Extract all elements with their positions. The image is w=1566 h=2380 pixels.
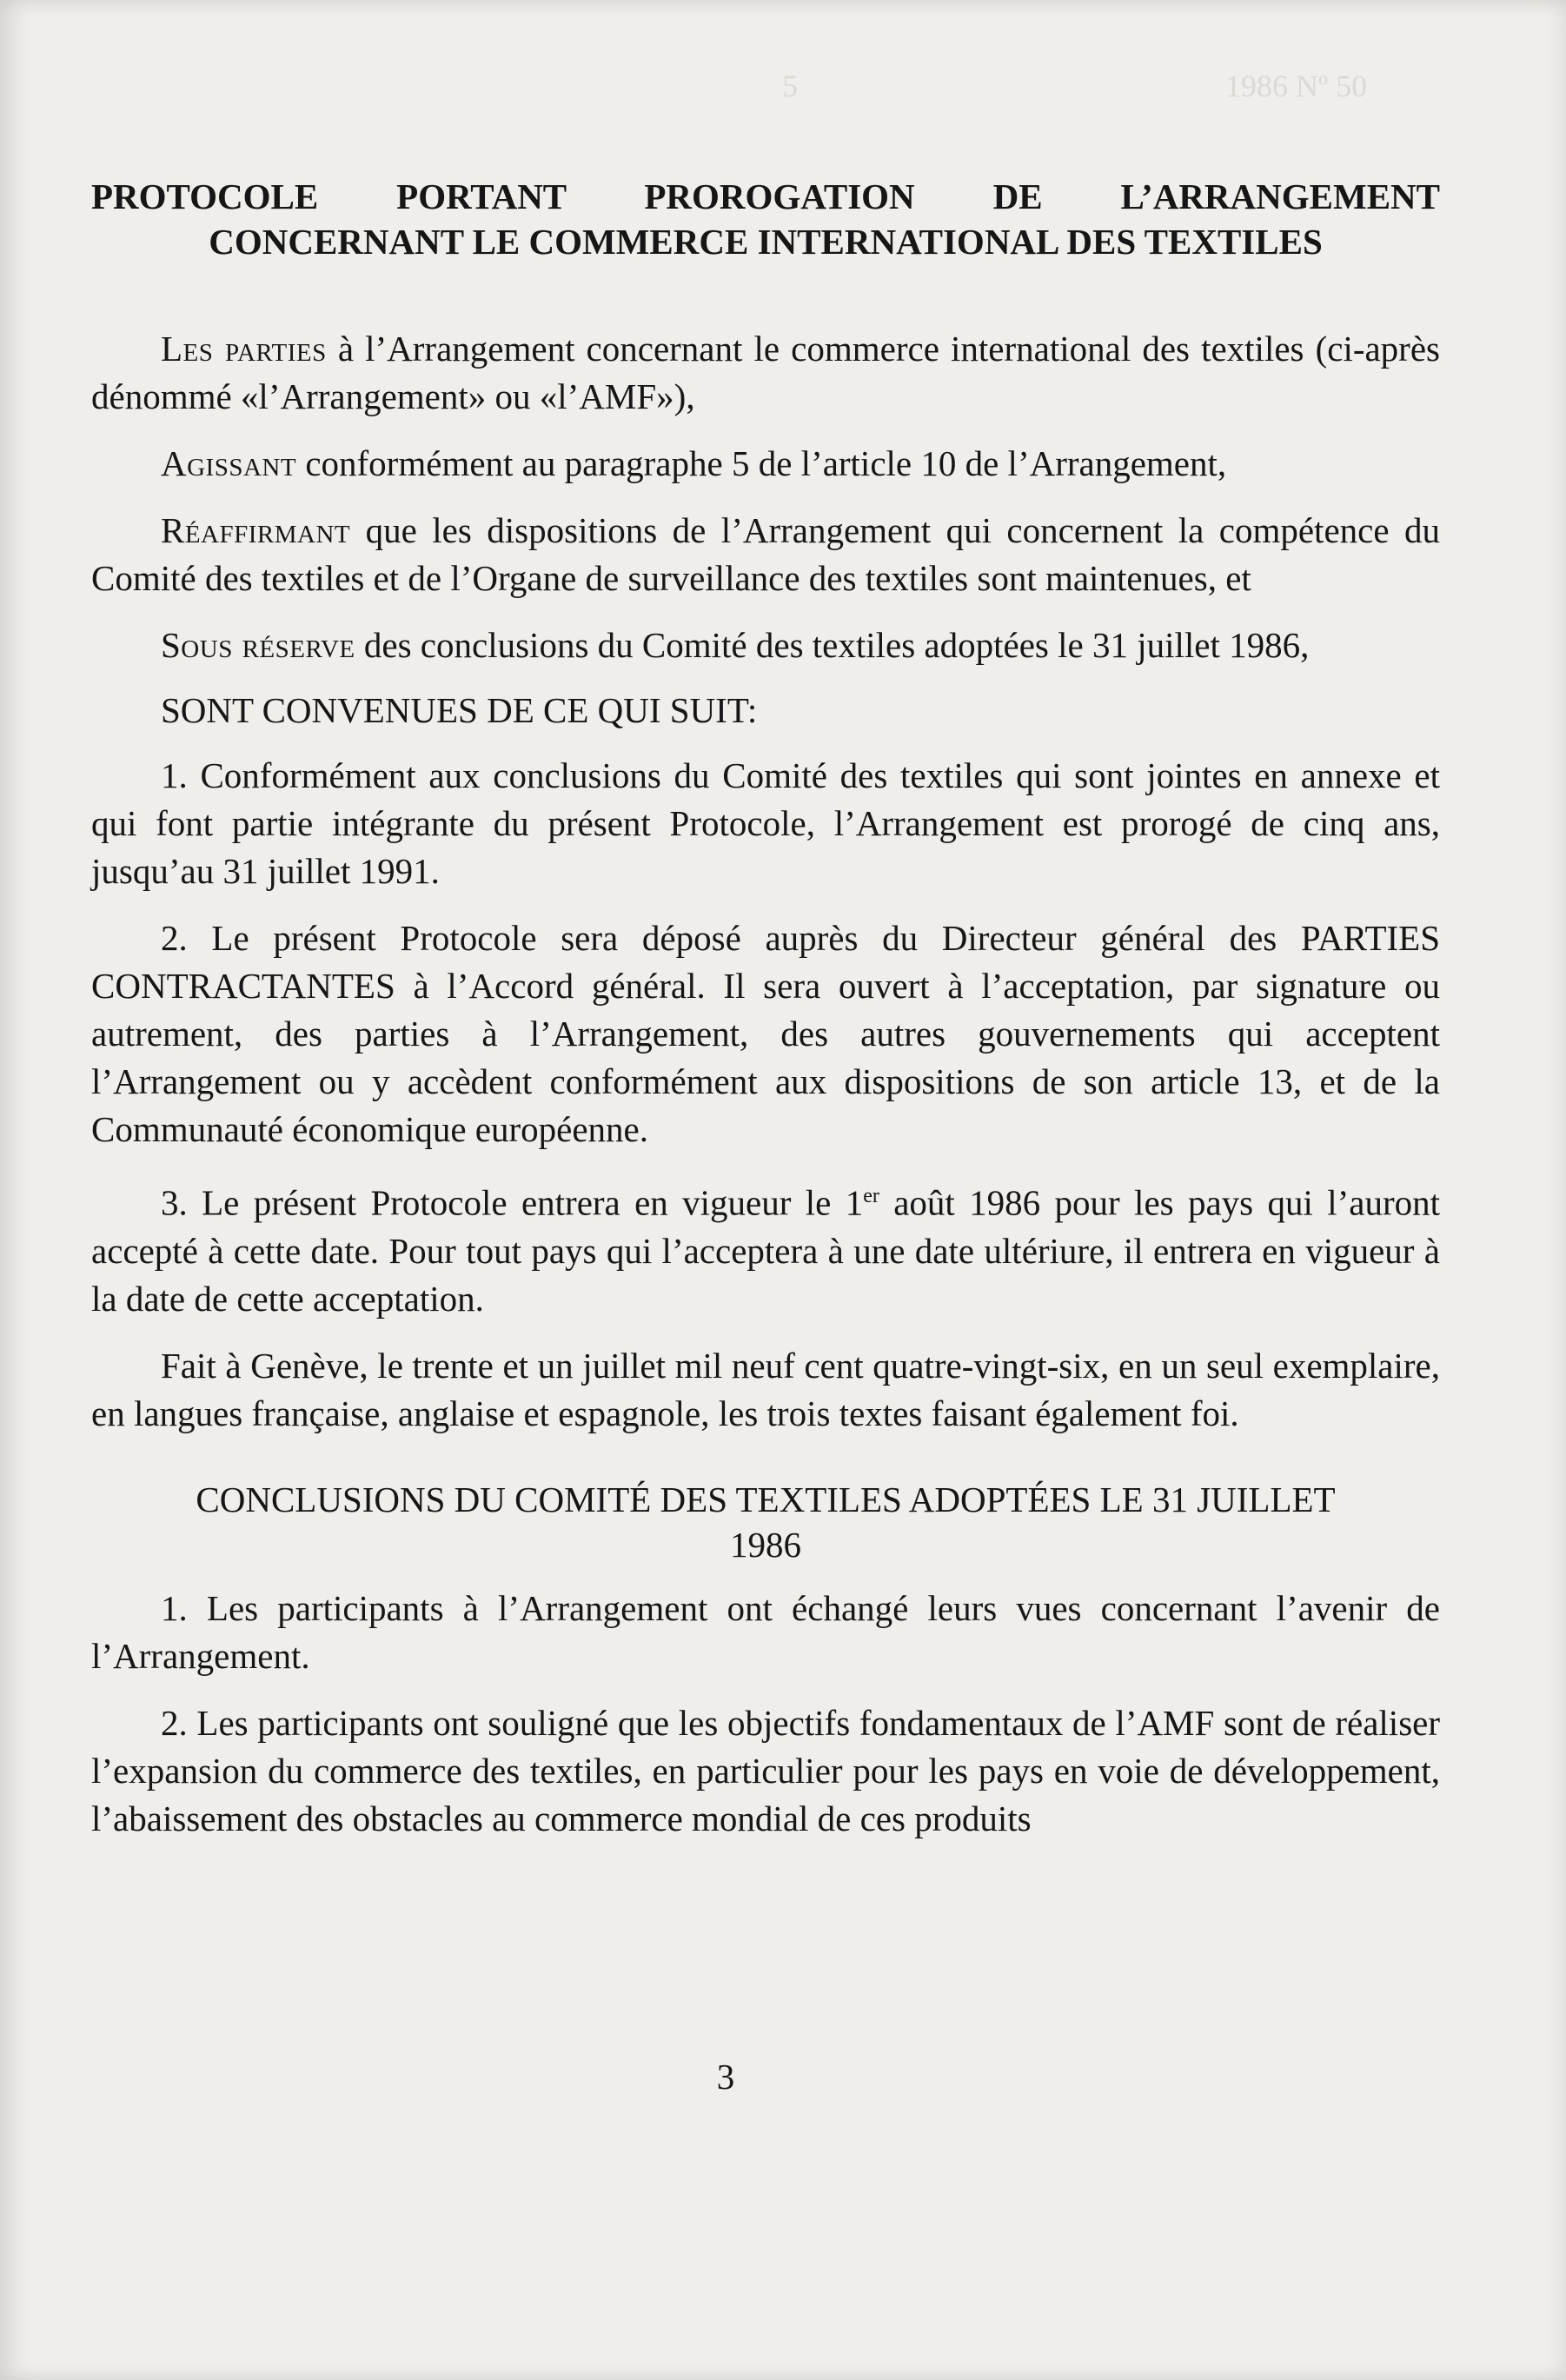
preamble-reaffirmant bbox=[91, 507, 1440, 602]
preamble-lead: Sous réserve bbox=[161, 625, 355, 665]
article-3-text-start: 3. Le présent Protocole entrera en vigueur le 1 bbox=[161, 1182, 864, 1223]
preamble-sous-reserve bbox=[91, 622, 1440, 669]
article-3-text-end: août 1986 pour les pays qui l’auront accepté à cette date. Pour tout pays qui l’acceptera à une date ultériure, il entrera en vigueur à la date de cette acceptation. bbox=[91, 1182, 1441, 1319]
preamble-lead: Agissant bbox=[161, 443, 297, 483]
conclusions-title-line1: CONCLUSIONS DU COMITÉ DES TEXTILES ADOPTÉES LE 31 JUILLET bbox=[196, 1479, 1336, 1519]
preamble-text: des conclusions du Comité des textiles adoptées le 31 juillet 1986, bbox=[355, 625, 1310, 665]
protocol-title-line1: PROTOCOLE PORTANT PROROGATION DE L’ARRANGEMENT bbox=[91, 176, 1440, 216]
article-3-superscript: er bbox=[863, 1185, 879, 1207]
preamble-parties bbox=[91, 325, 1440, 421]
conclusion-2: 2. Les participants ont souligné que les objectifs fondamentaux de l’AMF sont de réaliser l’expansion du commerce des textiles, en particulier pour les pays en voie de développement, l’abaissement des obstacles au commerce mondial de ces produits bbox=[91, 1702, 1440, 1838]
preamble-text: conformément au paragraphe 5 de l’article 10 de l’Arrangement, bbox=[296, 443, 1227, 483]
preamble-lead: Réaffirmant bbox=[161, 510, 351, 550]
agreed-heading: SONT CONVENUES DE CE QUI SUIT: bbox=[161, 690, 758, 730]
conclusions-title-line2: 1986 bbox=[730, 1524, 801, 1565]
preamble-text: à l’Arrangement concernant le commerce international des textiles (ci-après dénommé «l’Arrangement» ou «l’AMF»), bbox=[91, 329, 1440, 416]
preamble-text: que les dispositions de l’Arrangement qui concernent la compétence du Comité des textiles et de l’Organe de surveillance des textiles sont maintenues, et bbox=[91, 510, 1440, 598]
page-number: 3 bbox=[716, 2057, 735, 2097]
article-3 bbox=[91, 1173, 1440, 1323]
preamble-agissant bbox=[91, 440, 1440, 488]
conclusions-title bbox=[91, 1477, 1440, 1567]
bleed-header-right: 1986 Nº 50 bbox=[1225, 69, 1368, 103]
bleed-header-left: 5 bbox=[782, 69, 798, 103]
article-1: 1. Conformément aux conclusions du Comité des textiles qui sont jointes en annexe et qui font partie intégrante du présent Protocole, l’Arrangement est prorogé de cinq ans, jusqu’au 31 juillet 1991. bbox=[91, 755, 1440, 891]
protocol-title bbox=[91, 174, 1440, 264]
protocol-title-line2: CONCERNANT LE COMMERCE INTERNATIONAL DES TEXTILES bbox=[209, 222, 1323, 262]
conclusion-1: 1. Les participants à l’Arrangement ont échangé leurs vues concernant l’avenir de l’Arrangement. bbox=[91, 1587, 1440, 1676]
article-2: 2. Le présent Protocole sera déposé auprès du Directeur général des PARTIES CONTRACTANTES à l’Accord général. Il sera ouvert à l’acceptation, par signature ou autrement, des parties à l’Arrangement, des autres gouvernements qui acceptent l’Arrangement ou y accèdent conformément aux dispositions de son article 13, et de la Communauté économique européenne. bbox=[91, 918, 1440, 1149]
done-at-paragraph: Fait à Genève, le trente et un juillet mil neuf cent quatre-vingt-six, en un seul exemplaire, en langues française, anglaise et espagnole, les trois textes faisant également foi. bbox=[91, 1345, 1440, 1433]
preamble-lead: Les parties bbox=[161, 329, 327, 369]
document-body bbox=[91, 174, 1440, 1843]
